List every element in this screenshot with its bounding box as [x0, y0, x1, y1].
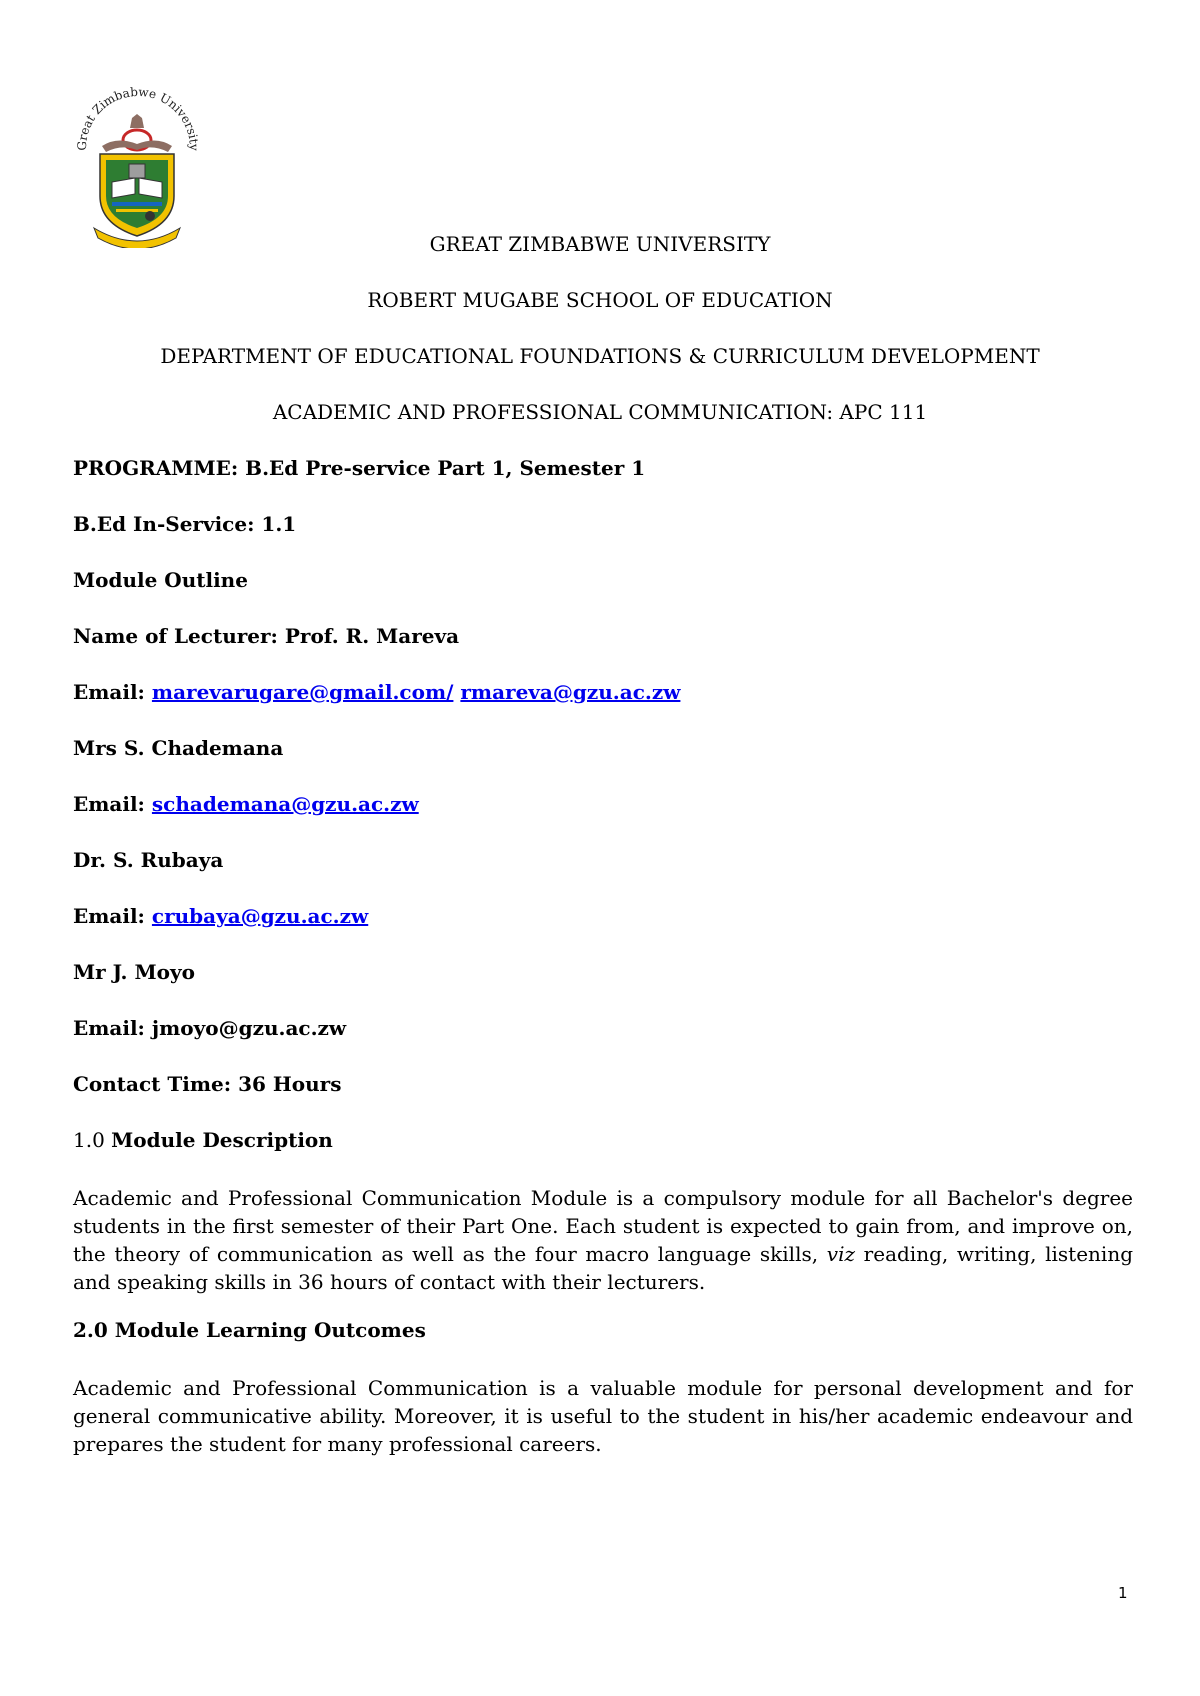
section-1-paragraph [73, 1184, 1133, 1296]
svg-text:Great Zimbabwe University: Great Zimbabwe University [74, 84, 202, 151]
email-label: Email: [73, 792, 145, 816]
school-title: ROBERT MUGABE SCHOOL OF EDUCATION [367, 288, 833, 312]
university-crest-icon [72, 78, 202, 248]
viz-word: viz [826, 1242, 855, 1266]
section-1-text-a: Academic and Professional Communication Module is a compulsory module for all Bachelor's degree students in the first semester of their Part One. Each student is expected to gain from, and improve on, the theory of communication as well as the four macro language skills, [73, 1186, 1133, 1266]
course-title: ACADEMIC AND PROFESSIONAL COMMUNICATION: APC 111 [272, 400, 928, 424]
inservice-line: B.Ed In-Service: 1.1 [73, 512, 297, 536]
moyo-email-line: Email: jmoyo@gzu.ac.zw [73, 1016, 347, 1040]
mareva-gzu-link[interactable]: rmareva@gzu.ac.zw [460, 680, 681, 704]
mareva-email-line [73, 680, 680, 704]
email-label: Email: [73, 904, 145, 928]
contact-time: Contact Time: 36 Hours [73, 1072, 342, 1096]
rubaya-name: Dr. S. Rubaya [73, 848, 224, 872]
chademana-email-line [73, 792, 419, 816]
lecturer-line: Name of Lecturer: Prof. R. Mareva [73, 624, 460, 648]
section-2-paragraph: Academic and Professional Communication is a valuable module for personal development and for general communicative ability. Moreover, it is useful to the student in his/her academic endeavour and prepares the student for many professional careers. [73, 1376, 1133, 1456]
section-2-heading: 2.0 Module Learning Outcomes [73, 1318, 426, 1342]
page-number: 1 [1118, 1584, 1128, 1602]
department-title: DEPARTMENT OF EDUCATIONAL FOUNDATIONS & CURRICULUM DEVELOPMENT [160, 344, 1040, 368]
section-1-heading [73, 1128, 333, 1152]
rubaya-email-line [73, 904, 368, 928]
module-outline-heading: Module Outline [73, 568, 248, 592]
programme-line: PROGRAMME: B.Ed Pre-service Part 1, Semester 1 [73, 456, 646, 480]
rubaya-email-link[interactable]: crubaya@gzu.ac.zw [151, 904, 369, 928]
chademana-name: Mrs S. Chademana [73, 736, 284, 760]
section-1-number: 1.0 [73, 1128, 105, 1152]
chademana-email-link[interactable]: schademana@gzu.ac.zw [151, 792, 419, 816]
section-1-title: Module Description [111, 1128, 333, 1152]
email-label: Email: [73, 680, 145, 704]
university-title: GREAT ZIMBABWE UNIVERSITY [429, 232, 771, 256]
section-1-text-b: reading, writing, listening and speaking skills in 36 hours of contact with their lecturers. [73, 1242, 1134, 1294]
mareva-gmail-link[interactable]: marevarugare@gmail.com/ [151, 680, 454, 704]
moyo-name: Mr J. Moyo [73, 960, 195, 984]
university-logo [72, 78, 202, 248]
